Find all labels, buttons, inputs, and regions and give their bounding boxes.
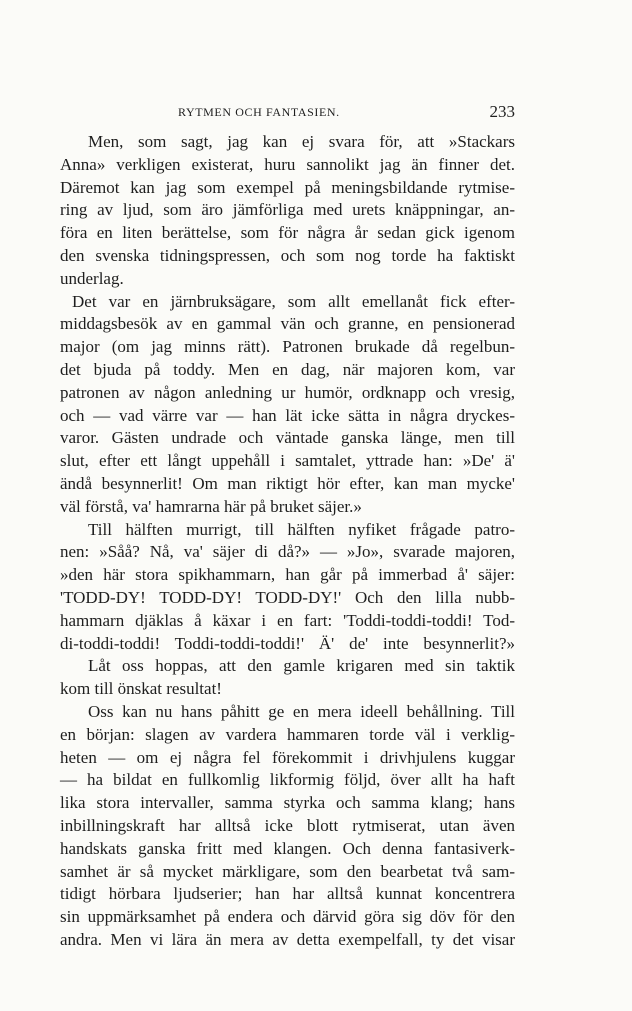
text-line: Däremot kan jag som exempel på meningsbildande rytmise- — [60, 177, 515, 197]
text-line: patronen av någon anledning ur humör, ordknapp och vresig, — [60, 382, 515, 402]
text-line: hammarn djäklas å käxar i en fart: 'Toddi-toddi-toddi! Tod- — [60, 610, 515, 630]
text-line: den svenska tidningspressen, och som nog torde ha faktiskt — [60, 245, 515, 265]
text-line: 'TODD-DY! TODD-DY! TODD-DY!' Och den lilla nubb- — [60, 587, 515, 607]
text-line: handskats ganska fritt med klangen. Och denna fantasiverk- — [60, 838, 515, 858]
text-line: inbillningskraft har alltså icke blott rytmiserat, utan även — [60, 815, 515, 835]
text-line: kom till önskat resultat! — [60, 679, 222, 699]
page-number: 233 — [489, 102, 515, 121]
text-line: heten — om ej några fel förekommit i drivhjulens kuggar — [60, 747, 515, 767]
text-line: lika stora intervaller, samma styrka och samma klang; hans — [60, 793, 515, 813]
text-line: varor. Gästen undrade och väntade ganska länge, men till — [60, 428, 515, 448]
text-line: di-toddi-toddi! Toddi-toddi-toddi!' Ä' de' inte besynnerlit?» — [60, 633, 515, 653]
text-line: slut, efter ett långt uppehåll i samtalet, yttrade han: »De' ä' — [60, 451, 515, 471]
text-line: Låt oss hoppas, att den gamle krigaren med sin taktik — [88, 656, 515, 676]
text-line: Men, som sagt, jag kan ej svara för, att »Stackars — [88, 132, 515, 151]
text-line: väl förstå, va' hamrarna här på bruket säjer.» — [60, 496, 362, 516]
text-line: nen: »Såå? Nå, va' säjer di då?» — »Jo», svarade majoren, — [60, 542, 515, 562]
text-line: andra. Men vi lära än mera av detta exempelfall, ty det visar — [60, 929, 515, 949]
text-line: middagsbesök av en gammal vän och granne, en pensionerad — [60, 314, 515, 334]
text-line: en början: slagen av vardera hammaren torde väl i verklig- — [60, 724, 515, 744]
page-header — [60, 102, 515, 126]
text-line: och — vad värre var — han lät icke sätta in några dryckes- — [60, 405, 515, 425]
text-line: ändå besynnerlit! Om man riktigt hör efter, kan man mycke' — [60, 473, 515, 493]
body-text — [60, 131, 515, 952]
text-line: ring av ljud, som äro jämförliga med urets knäppningar, an- — [60, 200, 515, 220]
text-line: major (om jag minns rätt). Patronen brukade då regelbun- — [60, 337, 515, 357]
text-line: Oss kan nu hans påhitt ge en mera ideell behållning. Till — [88, 701, 515, 721]
text-line: Till hälften murrigt, till hälften nyfiket frågade patro- — [88, 519, 515, 539]
text-line: det bjuda på toddy. Men en dag, när majoren kom, var — [60, 359, 515, 379]
text-line: sin uppmärksamhet på endera och därvid göra sig döv för den — [60, 907, 515, 927]
text-line: »den här stora spikhammarn, han går på immerbad å' säjer: — [60, 565, 515, 585]
text-line: samhet är så mycket märkligare, som den bearbetat två sam- — [60, 861, 515, 881]
text-line: tidigt hörbara ljudserier; han har alltså kunnat koncentrera — [60, 884, 515, 904]
running-title: RYTMEN OCH FANTASIEN. — [178, 105, 340, 119]
text-line: underlag. — [60, 268, 124, 288]
text-line: föra en liten berättelse, som för några år sedan gick igenom — [60, 223, 515, 243]
text-line: Anna» verkligen existerat, huru sannolikt jag än finner det. — [60, 154, 515, 174]
text-line: — ha bildat en fullkomlig likformig följd, över allt ha haft — [60, 770, 515, 790]
text-line: Det var en järnbruksägare, som allt emellanåt fick efter- — [72, 291, 515, 311]
